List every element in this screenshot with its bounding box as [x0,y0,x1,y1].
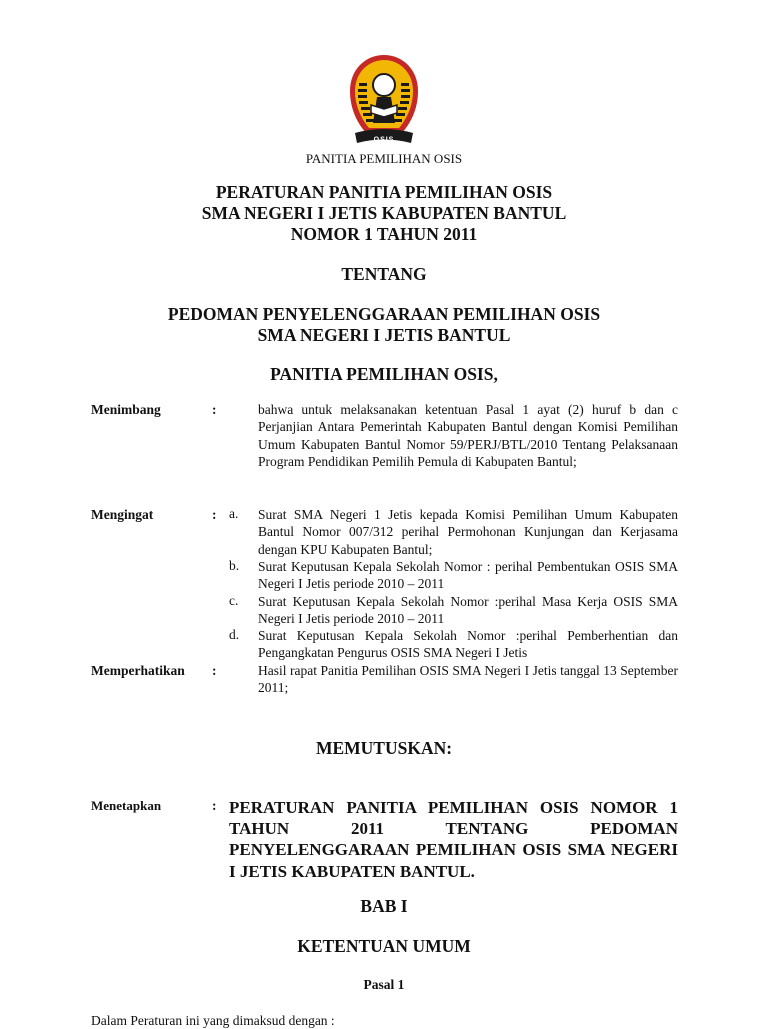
decision-heading: MEMUTUSKAN: [315,738,453,758]
mengingat-label: Mengingat [91,507,154,522]
regulation-title [0,182,768,245]
mengingat-item-mark: b. [229,558,240,573]
subject-line: PEDOMAN PENYELENGGARAAN PEMILIHAN OSIS [167,304,601,324]
mengingat-item-text: Surat Keputusan Kepala Sekolah Nomor : perihal Pembentukan OSIS SMA Negeri I Jetis periode 2010 – 2011 [258,559,678,592]
mengingat-item-text: Surat Keputusan Kepala Sekolah Nomor :perihal Pemberhentian dan Pengangkatan Pengurus OSIS SMA Negeri I Jetis [258,628,678,661]
mengingat-item-text: Surat SMA Negeri 1 Jetis kepada Komisi Pemilihan Umum Kabupaten Bantul Nomor 007/312 perihal Permohonan Kunjungan dan Kerjasama dengan KPU Kabupaten Bantul; [258,507,678,557]
subject-line: SMA NEGERI I JETIS BANTUL [257,325,511,345]
memperhatikan-label: Memperhatikan [91,663,185,678]
logo-text: OSIS [373,136,395,144]
title-line: NOMOR 1 TAHUN 2011 [290,224,478,244]
article-intro-text: Dalam Peraturan ini yang dimaksud dengan : [91,1013,335,1028]
committee-heading: PANITIA PEMILIHAN OSIS, [270,364,498,384]
title-line: PERATURAN PANITIA PEMILIHAN OSIS [215,182,553,202]
mengingat-item-mark: d. [229,627,240,642]
menimbang-label: Menimbang [91,402,161,417]
regulation-subject [0,304,768,346]
tentang-heading: TENTANG [341,264,427,284]
mengingat-item-mark: c. [229,593,239,608]
mengingat-item-mark: a. [229,506,239,521]
committee-caption: PANITIA PEMILIHAN OSIS [305,151,463,166]
memperhatikan-colon: : [212,663,217,678]
logo-center-figure [373,74,395,96]
memperhatikan-text: Hasil rapat Panitia Pemilihan OSIS SMA Negeri I Jetis tanggal 13 September 2011; [258,663,678,696]
article-heading: Pasal 1 [363,977,405,992]
menimbang-text: bahwa untuk melaksanakan ketentuan Pasal 1 ayat (2) huruf b dan c Perjanjian Antara Pemerintah Kabupaten Bantul dengan Komisi Pemilihan Umum Kabupaten Bantul Nomor 59/PERJ/BTL/2010 Tentang Pelaksanaan Program Pendidikan Pemilih Pemula di Kabupaten Bantul; [258,402,678,469]
title-line: SMA NEGERI I JETIS KABUPATEN BANTUL [201,203,567,223]
menimbang-colon: : [212,402,217,417]
mengingat-colon: : [212,507,217,522]
menetapkan-colon: : [212,798,217,813]
mengingat-item-text: Surat Keputusan Kepala Sekolah Nomor :perihal Masa Kerja OSIS SMA Negeri I Jetis periode 2010 – 2011 [258,594,678,627]
menetapkan-text: PERATURAN PANITIA PEMILIHAN OSIS NOMOR 1 TAHUN 2011 TENTANG PEDOMAN PENYELENGGARAAN PEMILIHAN OSIS SMA NEGERI I JETIS KABUPATEN BANTUL. [229,798,678,881]
chapter-title: KETENTUAN UMUM [297,936,471,956]
osis-logo [347,53,421,145]
menetapkan-label: Menetapkan [91,798,162,813]
chapter-heading: BAB I [360,896,408,916]
